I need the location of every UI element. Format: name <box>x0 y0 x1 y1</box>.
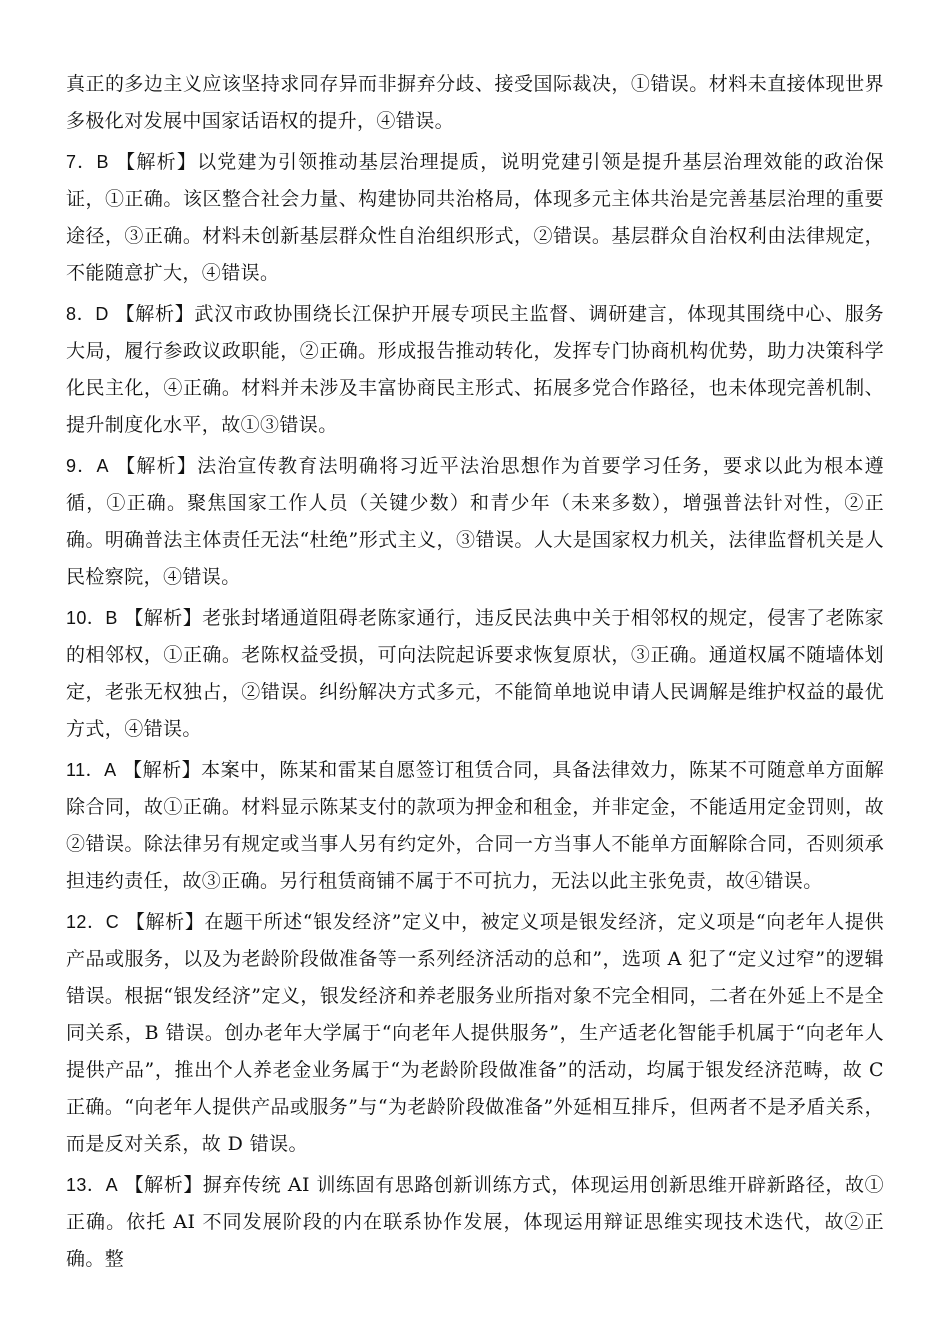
question-number: 10．B <box>66 608 118 628</box>
answer-item-7 <box>66 144 884 292</box>
paragraph-text: 【解析】法治宣传教育法明确将习近平法治思想作为首要学习任务，要求以此为根本遵循，①正确。聚焦国家工作人员（关键少数）和青少年（未来多数），增强普法针对性，②正确。明确普法主体责任无法“杜绝”形式主义，③错误。人大是国家权力机关，法律监督机关是人民检察院，④错误。 <box>66 455 884 588</box>
paragraph-text: 【解析】摒弃传统 AI 训练固有思路创新训练方式，体现运用创新思维开辟新路径，故①正确。依托 AI 不同发展阶段的内在联系协作发展，体现运用辩证思维实现技术迭代，故②正确。整 <box>66 1174 884 1270</box>
answer-item-9 <box>66 448 884 596</box>
answer-item-10 <box>66 600 884 748</box>
answer-item-11 <box>66 752 884 900</box>
question-number: 11．A <box>66 760 117 780</box>
question-number: 13．A <box>66 1175 118 1195</box>
paragraph-text: 【解析】老张封堵通道阻碍老陈家通行，违反民法典中关于相邻权的规定，侵害了老陈家的相邻权，①正确。老陈权益受损，可向法院起诉要求恢复原状，③正确。通道权属不随墙体划定，老张无权独占，②错误。纠纷解决方式多元，不能简单地说申请人民调解是维护权益的最优方式，④错误。 <box>66 607 884 740</box>
paragraph-text: 真正的多边主义应该坚持求同存异而非摒弃分歧、接受国际裁决，①错误。材料未直接体现世界多极化对发展中国家话语权的提升，④错误。 <box>66 73 884 132</box>
question-number: 9．A <box>66 456 109 476</box>
paragraph-text: 【解析】在题干所述“银发经济”定义中，被定义项是银发经济，定义项是“向老年人提供产品或服务，以及为老龄阶段做准备等一系列经济活动的总和”，选项 A 犯了“定义过窄”的逻辑错误。根据“银发经济”定义，银发经济和养老服务业所指对象不完全相同，二者在外延上不是全同关系，B 错误。创办老年大学属于“向老年人提供服务”，生产适老化智能手机属于“向老年人提供产品”，推出个人养老金业务属于“为老龄阶段做准备”的活动，均属于银发经济范畴，故 C 正确。“向老年人提供产品或服务”与“为老龄阶段做准备”外延相互排斥，但两者不是矛盾关系，而是反对关系，故 D 错误。 <box>66 911 884 1155</box>
question-number: 7．B <box>66 152 109 172</box>
answer-explanations-page <box>66 66 884 1278</box>
answer-item-8 <box>66 296 884 444</box>
question-number: 8．D <box>66 304 109 324</box>
paragraph-continuation <box>66 66 884 140</box>
paragraph-text: 【解析】本案中，陈某和雷某自愿签订租赁合同，具备法律效力，陈某不可随意单方面解除合同，故①正确。材料显示陈某支付的款项为押金和租金，并非定金，不能适用定金罚则，故②错误。除法律另有规定或当事人另有约定外，合同一方当事人不能单方面解除合同，否则须承担违约责任，故③正确。另行租赁商铺不属于不可抗力，无法以此主张免责，故④错误。 <box>66 759 884 892</box>
paragraph-text: 【解析】武汉市政协围绕长江保护开展专项民主监督、调研建言，体现其围绕中心、服务大局，履行参政议政职能，②正确。形成报告推动转化，发挥专门协商机构优势，助力决策科学化民主化，④正确。材料并未涉及丰富协商民主形式、拓展多党合作路径，也未体现完善机制、提升制度化水平，故①③错误。 <box>66 303 884 436</box>
answer-item-12 <box>66 904 884 1163</box>
paragraph-text: 【解析】以党建为引领推动基层治理提质，说明党建引领是提升基层治理效能的政治保证，①正确。该区整合社会力量、构建协同共治格局，体现多元主体共治是完善基层治理的重要途径，③正确。材料未创新基层群众性自治组织形式，②错误。基层群众自治权利由法律规定，不能随意扩大，④错误。 <box>66 151 884 284</box>
answer-item-13 <box>66 1167 884 1278</box>
question-number: 12．C <box>66 912 120 932</box>
